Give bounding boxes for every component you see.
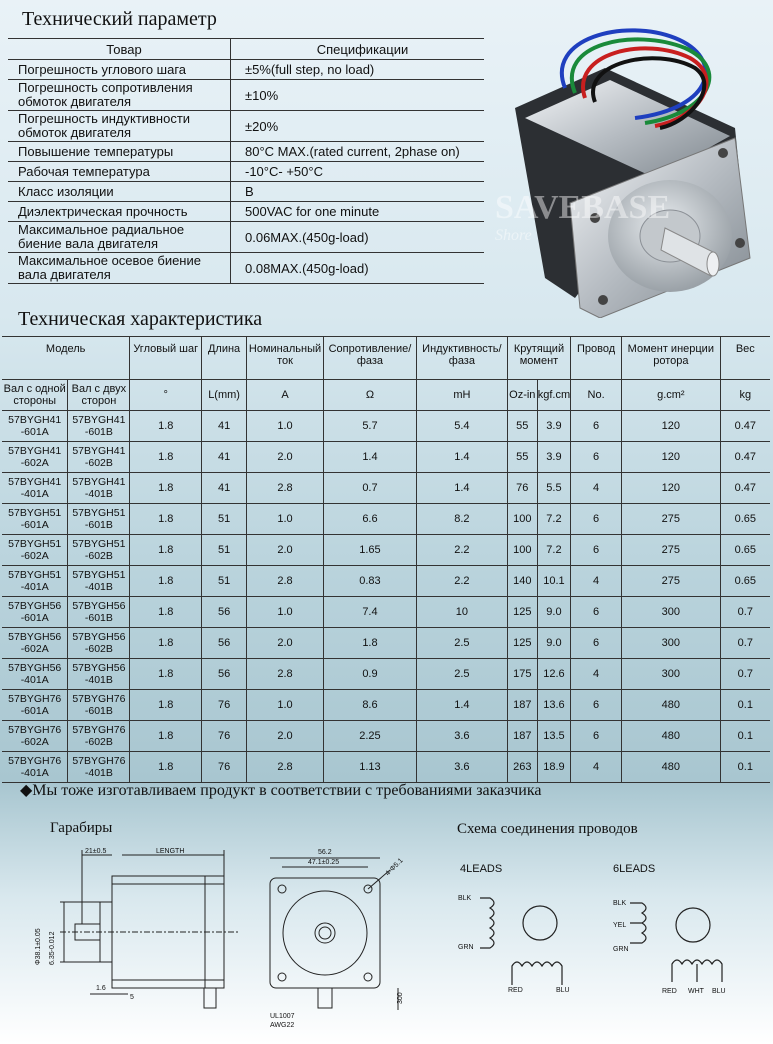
cell-inertia: 300 bbox=[622, 597, 721, 628]
leads4-blk: BLK bbox=[458, 895, 472, 902]
cell-model-double: 57BYGH41 -602B bbox=[68, 442, 130, 473]
cell-current: 1.0 bbox=[247, 597, 324, 628]
cell-inertia: 480 bbox=[622, 752, 721, 783]
cell-weight: 0.7 bbox=[720, 628, 770, 659]
cell-torque-kgf: 3.9 bbox=[537, 411, 570, 442]
cell-weight: 0.1 bbox=[720, 721, 770, 752]
cell-inductance: 2.2 bbox=[416, 535, 507, 566]
cell-inertia: 300 bbox=[622, 628, 721, 659]
tech-param-label: Класс изоляции bbox=[8, 182, 231, 202]
custom-order-note: ◆Мы тоже изготавливаем продукт в соответствии с требованиями заказчика bbox=[20, 782, 542, 799]
leads6-grn: GRN bbox=[613, 946, 629, 953]
cell-model-double: 57BYGH76 -601B bbox=[68, 690, 130, 721]
cell-torque-kgf: 7.2 bbox=[537, 535, 570, 566]
cell-leads: 6 bbox=[571, 442, 622, 473]
cell-current: 1.0 bbox=[247, 690, 324, 721]
cell-torque-kgf: 13.5 bbox=[537, 721, 570, 752]
cell-current: 2.0 bbox=[247, 628, 324, 659]
col-header-leads: Провод bbox=[571, 337, 622, 380]
cell-inductance: 1.4 bbox=[416, 690, 507, 721]
col-header-spec: Спецификации bbox=[231, 39, 485, 60]
unit-leads: No. bbox=[571, 380, 622, 411]
tech-param-row bbox=[8, 182, 484, 202]
leads4-grn: GRN bbox=[458, 944, 474, 951]
tech-param-row bbox=[8, 80, 484, 111]
cell-inertia: 275 bbox=[622, 566, 721, 597]
watermark-text: SAVEBASE bbox=[495, 189, 671, 226]
table-row bbox=[2, 535, 770, 566]
table-row bbox=[2, 659, 770, 690]
cell-resistance: 1.4 bbox=[324, 442, 417, 473]
tech-param-label: Погрешность индуктивности обмоток двигателя bbox=[8, 111, 231, 142]
leads6-diagram bbox=[630, 903, 722, 982]
cell-leads: 6 bbox=[571, 690, 622, 721]
cell-model-single: 57BYGH56 -602A bbox=[2, 628, 68, 659]
tech-param-value: ±10% bbox=[231, 80, 485, 111]
table-row bbox=[2, 473, 770, 504]
tech-params-body bbox=[8, 60, 484, 284]
cell-current: 2.0 bbox=[247, 721, 324, 752]
cell-inductance: 8.2 bbox=[416, 504, 507, 535]
dim-dia1: Φ38.1±0.05 bbox=[35, 928, 42, 965]
unit-resistance: Ω bbox=[324, 380, 417, 411]
characteristics-table bbox=[2, 336, 770, 783]
characteristics-title: Техническая характеристика bbox=[18, 308, 263, 330]
cell-weight: 0.47 bbox=[720, 442, 770, 473]
cell-weight: 0.65 bbox=[720, 504, 770, 535]
cell-resistance: 5.7 bbox=[324, 411, 417, 442]
tech-param-value: -10°C- +50°C bbox=[231, 162, 485, 182]
cell-inertia: 275 bbox=[622, 535, 721, 566]
col-header-resistance: Сопротивление/ фаза bbox=[324, 337, 417, 380]
cell-model-double: 57BYGH56 -602B bbox=[68, 628, 130, 659]
cell-inductance: 10 bbox=[416, 597, 507, 628]
tech-param-value: 500VAC for one minute bbox=[231, 202, 485, 222]
col-header-single-shaft: Вал с одной стороны bbox=[2, 380, 68, 411]
cell-torque-oz: 187 bbox=[507, 721, 537, 752]
cell-inductance: 1.4 bbox=[416, 473, 507, 504]
unit-length: L(mm) bbox=[202, 380, 247, 411]
cell-length: 76 bbox=[202, 752, 247, 783]
cell-step-angle: 1.8 bbox=[130, 690, 202, 721]
col-header-torque: Крутящий момент bbox=[507, 337, 570, 380]
cell-length: 51 bbox=[202, 504, 247, 535]
cell-model-double: 57BYGH51 -601B bbox=[68, 504, 130, 535]
cell-current: 2.8 bbox=[247, 752, 324, 783]
table-row bbox=[2, 752, 770, 783]
cell-model-single: 57BYGH56 -401A bbox=[2, 659, 68, 690]
cell-weight: 0.7 bbox=[720, 659, 770, 690]
leads6-red: RED bbox=[662, 988, 677, 995]
tech-param-row bbox=[8, 253, 484, 284]
tech-param-value: 0.06MAX.(450g-load) bbox=[231, 222, 485, 253]
tech-param-row bbox=[8, 162, 484, 182]
char-units-row bbox=[2, 380, 770, 411]
cell-model-single: 57BYGH76 -601A bbox=[2, 690, 68, 721]
cell-leads: 6 bbox=[571, 628, 622, 659]
cell-current: 1.0 bbox=[247, 504, 324, 535]
unit-step-angle: ° bbox=[130, 380, 202, 411]
cell-torque-kgf: 9.0 bbox=[537, 597, 570, 628]
cell-model-double: 57BYGH56 -601B bbox=[68, 597, 130, 628]
char-header-row bbox=[2, 337, 770, 380]
cell-weight: 0.65 bbox=[720, 535, 770, 566]
leads4-diagram bbox=[480, 898, 562, 985]
cell-step-angle: 1.8 bbox=[130, 628, 202, 659]
cell-length: 56 bbox=[202, 597, 247, 628]
cell-leads: 6 bbox=[571, 721, 622, 752]
cell-torque-kgf: 10.1 bbox=[537, 566, 570, 597]
cell-resistance: 1.8 bbox=[324, 628, 417, 659]
cell-torque-oz: 100 bbox=[507, 504, 537, 535]
cell-inertia: 480 bbox=[622, 690, 721, 721]
leads4-blu: BLU bbox=[556, 987, 570, 994]
tech-param-label: Повышение температуры bbox=[8, 142, 231, 162]
dim-dia2: 6.35-0.012 bbox=[49, 931, 56, 965]
cell-inductance: 1.4 bbox=[416, 442, 507, 473]
col-header-step-angle: Угловый шаг bbox=[130, 337, 202, 380]
cell-weight: 0.65 bbox=[720, 566, 770, 597]
leads4-red: RED bbox=[508, 987, 523, 994]
cell-current: 2.0 bbox=[247, 535, 324, 566]
cell-torque-oz: 55 bbox=[507, 442, 537, 473]
cell-step-angle: 1.8 bbox=[130, 473, 202, 504]
unit-torque-kgf: kgf.cm bbox=[537, 380, 570, 411]
tech-param-value: 0.08MAX.(450g-load) bbox=[231, 253, 485, 284]
cell-torque-kgf: 9.0 bbox=[537, 628, 570, 659]
tech-param-value: ±5%(full step, no load) bbox=[231, 60, 485, 80]
cell-weight: 0.7 bbox=[720, 597, 770, 628]
dim-47-1: 47.1±0.25 bbox=[308, 859, 340, 866]
cell-step-angle: 1.8 bbox=[130, 442, 202, 473]
wire-spec-1: UL1007 bbox=[270, 1013, 295, 1020]
cell-resistance: 2.25 bbox=[324, 721, 417, 752]
col-header-weight: Вес bbox=[720, 337, 770, 380]
dimensions-title: Гарабиры bbox=[50, 820, 113, 836]
cell-torque-oz: 100 bbox=[507, 535, 537, 566]
leads6-blu: BLU bbox=[712, 988, 726, 995]
cell-torque-oz: 55 bbox=[507, 411, 537, 442]
cell-inductance: 3.6 bbox=[416, 721, 507, 752]
cell-step-angle: 1.8 bbox=[130, 597, 202, 628]
cell-inductance: 5.4 bbox=[416, 411, 507, 442]
cell-length: 51 bbox=[202, 566, 247, 597]
unit-current: A bbox=[247, 380, 324, 411]
dim-length: LENGTH bbox=[156, 848, 185, 855]
cell-resistance: 0.83 bbox=[324, 566, 417, 597]
tech-param-label: Погрешность сопротивления обмоток двигателя bbox=[8, 80, 231, 111]
leads6-wht: WHT bbox=[688, 988, 704, 995]
cell-step-angle: 1.8 bbox=[130, 752, 202, 783]
cell-length: 56 bbox=[202, 659, 247, 690]
cell-inertia: 480 bbox=[622, 721, 721, 752]
cell-model-single: 57BYGH76 -602A bbox=[2, 721, 68, 752]
cell-torque-kgf: 7.2 bbox=[537, 504, 570, 535]
cell-model-single: 57BYGH56 -601A bbox=[2, 597, 68, 628]
tech-param-row bbox=[8, 111, 484, 142]
tech-param-label: Максимальное осевое биение вала двигателя bbox=[8, 253, 231, 284]
table-row bbox=[2, 628, 770, 659]
cell-weight: 0.1 bbox=[720, 690, 770, 721]
cell-model-single: 57BYGH41 -401A bbox=[2, 473, 68, 504]
wiring-title: Схема соединения проводов bbox=[457, 821, 638, 837]
tech-param-row bbox=[8, 60, 484, 80]
cell-current: 2.0 bbox=[247, 442, 324, 473]
unit-inductance: mH bbox=[416, 380, 507, 411]
unit-inertia: g.cm² bbox=[622, 380, 721, 411]
dim-1-6: 1.6 bbox=[96, 985, 106, 992]
cell-resistance: 1.13 bbox=[324, 752, 417, 783]
cell-torque-oz: 175 bbox=[507, 659, 537, 690]
leads6-yel: YEL bbox=[613, 922, 627, 929]
cell-resistance: 0.9 bbox=[324, 659, 417, 690]
cell-resistance: 1.65 bbox=[324, 535, 417, 566]
stepper-motor-photo bbox=[485, 18, 770, 318]
leads4-title: 4LEADS bbox=[460, 863, 503, 875]
tech-param-value: 80°C MAX.(rated current, 2phase on) bbox=[231, 142, 485, 162]
tech-param-row bbox=[8, 222, 484, 253]
tech-param-row bbox=[8, 142, 484, 162]
cell-torque-oz: 140 bbox=[507, 566, 537, 597]
cell-torque-oz: 125 bbox=[507, 628, 537, 659]
cell-inertia: 275 bbox=[622, 504, 721, 535]
tech-params-table bbox=[8, 38, 484, 284]
cell-model-double: 57BYGH56 -401B bbox=[68, 659, 130, 690]
unit-weight: kg bbox=[720, 380, 770, 411]
cell-weight: 0.1 bbox=[720, 752, 770, 783]
cell-length: 41 bbox=[202, 411, 247, 442]
cell-step-angle: 1.8 bbox=[130, 411, 202, 442]
cell-torque-oz: 263 bbox=[507, 752, 537, 783]
wire-spec-2: AWG22 bbox=[270, 1022, 295, 1029]
table-row bbox=[2, 597, 770, 628]
cell-model-single: 57BYGH51 -601A bbox=[2, 504, 68, 535]
col-header-current: Номинальный ток bbox=[247, 337, 324, 380]
col-header-inductance: Индуктивность/ фаза bbox=[416, 337, 507, 380]
leads6-title: 6LEADS bbox=[613, 863, 656, 875]
characteristics-body bbox=[2, 411, 770, 783]
cell-inertia: 300 bbox=[622, 659, 721, 690]
cell-inductance: 2.5 bbox=[416, 628, 507, 659]
cell-torque-kgf: 12.6 bbox=[537, 659, 570, 690]
technical-drawings bbox=[0, 840, 773, 1044]
dim-holes: 4-Φ5.1 bbox=[384, 857, 405, 878]
cell-model-double: 57BYGH51 -602B bbox=[68, 535, 130, 566]
cell-inertia: 120 bbox=[622, 473, 721, 504]
cell-torque-oz: 187 bbox=[507, 690, 537, 721]
cell-length: 76 bbox=[202, 721, 247, 752]
tech-params-title: Технический параметр bbox=[22, 8, 217, 30]
cell-length: 51 bbox=[202, 535, 247, 566]
tech-param-value: ±20% bbox=[231, 111, 485, 142]
cell-weight: 0.47 bbox=[720, 473, 770, 504]
table-row bbox=[2, 566, 770, 597]
cell-model-single: 57BYGH76 -401A bbox=[2, 752, 68, 783]
cell-torque-kgf: 18.9 bbox=[537, 752, 570, 783]
cell-torque-kgf: 13.6 bbox=[537, 690, 570, 721]
unit-torque-oz: Oz-in bbox=[507, 380, 537, 411]
cell-length: 41 bbox=[202, 473, 247, 504]
col-header-length: Длина bbox=[202, 337, 247, 380]
cell-step-angle: 1.8 bbox=[130, 721, 202, 752]
cell-current: 2.8 bbox=[247, 566, 324, 597]
cell-leads: 6 bbox=[571, 597, 622, 628]
cell-model-single: 57BYGH41 -601A bbox=[2, 411, 68, 442]
cell-model-single: 57BYGH41 -602A bbox=[2, 442, 68, 473]
cell-step-angle: 1.8 bbox=[130, 504, 202, 535]
cell-length: 56 bbox=[202, 628, 247, 659]
cell-inertia: 120 bbox=[622, 442, 721, 473]
table-row bbox=[2, 411, 770, 442]
cell-torque-kgf: 5.5 bbox=[537, 473, 570, 504]
tech-param-label: Диэлектрическая прочность bbox=[8, 202, 231, 222]
dim-5: 5 bbox=[130, 994, 134, 1001]
cell-leads: 4 bbox=[571, 473, 622, 504]
cell-leads: 4 bbox=[571, 752, 622, 783]
cell-model-single: 57BYGH51 -401A bbox=[2, 566, 68, 597]
col-header-model: Модель bbox=[2, 337, 130, 380]
dim-21: 21±0.5 bbox=[85, 848, 107, 855]
tech-param-label: Максимальное радиальное биение вала двигателя bbox=[8, 222, 231, 253]
cell-leads: 6 bbox=[571, 535, 622, 566]
dim-300: 300 bbox=[397, 992, 404, 1004]
cell-model-double: 57BYGH76 -401B bbox=[68, 752, 130, 783]
table-row bbox=[2, 442, 770, 473]
cell-weight: 0.47 bbox=[720, 411, 770, 442]
cell-step-angle: 1.8 bbox=[130, 535, 202, 566]
col-header-double-shaft: Вал с двух сторон bbox=[68, 380, 130, 411]
cell-model-single: 57BYGH51 -602A bbox=[2, 535, 68, 566]
cell-leads: 6 bbox=[571, 411, 622, 442]
cell-inductance: 2.2 bbox=[416, 566, 507, 597]
cell-leads: 4 bbox=[571, 659, 622, 690]
cell-leads: 6 bbox=[571, 504, 622, 535]
cell-current: 1.0 bbox=[247, 411, 324, 442]
cell-torque-oz: 125 bbox=[507, 597, 537, 628]
cell-inductance: 2.5 bbox=[416, 659, 507, 690]
cell-model-double: 57BYGH41 -601B bbox=[68, 411, 130, 442]
side-view-drawing bbox=[60, 850, 240, 1008]
cell-leads: 4 bbox=[571, 566, 622, 597]
table-row bbox=[2, 690, 770, 721]
cell-torque-kgf: 3.9 bbox=[537, 442, 570, 473]
cell-length: 41 bbox=[202, 442, 247, 473]
cell-inertia: 120 bbox=[622, 411, 721, 442]
col-header-item: Товар bbox=[8, 39, 231, 60]
table-row bbox=[2, 504, 770, 535]
front-view-drawing bbox=[270, 858, 398, 1010]
cell-current: 2.8 bbox=[247, 473, 324, 504]
tech-param-label: Рабочая температура bbox=[8, 162, 231, 182]
cell-current: 2.8 bbox=[247, 659, 324, 690]
tech-param-row bbox=[8, 202, 484, 222]
cell-resistance: 6.6 bbox=[324, 504, 417, 535]
cell-model-double: 57BYGH41 -401B bbox=[68, 473, 130, 504]
tech-param-value: B bbox=[231, 182, 485, 202]
cell-model-double: 57BYGH76 -602B bbox=[68, 721, 130, 752]
cell-torque-oz: 76 bbox=[507, 473, 537, 504]
tech-param-label: Погрешность углового шага bbox=[8, 60, 231, 80]
cell-resistance: 0.7 bbox=[324, 473, 417, 504]
cell-inductance: 3.6 bbox=[416, 752, 507, 783]
leads6-blk: BLK bbox=[613, 900, 627, 907]
col-header-inertia: Момент инерции ротора bbox=[622, 337, 721, 380]
cell-model-double: 57BYGH51 -401B bbox=[68, 566, 130, 597]
cell-length: 76 bbox=[202, 690, 247, 721]
watermark-subtext: Shore bbox=[495, 227, 532, 244]
cell-step-angle: 1.8 bbox=[130, 566, 202, 597]
table-row bbox=[2, 721, 770, 752]
cell-resistance: 7.4 bbox=[324, 597, 417, 628]
dim-56-2: 56.2 bbox=[318, 849, 332, 856]
cell-resistance: 8.6 bbox=[324, 690, 417, 721]
tech-params-header-row bbox=[8, 39, 484, 60]
cell-step-angle: 1.8 bbox=[130, 659, 202, 690]
